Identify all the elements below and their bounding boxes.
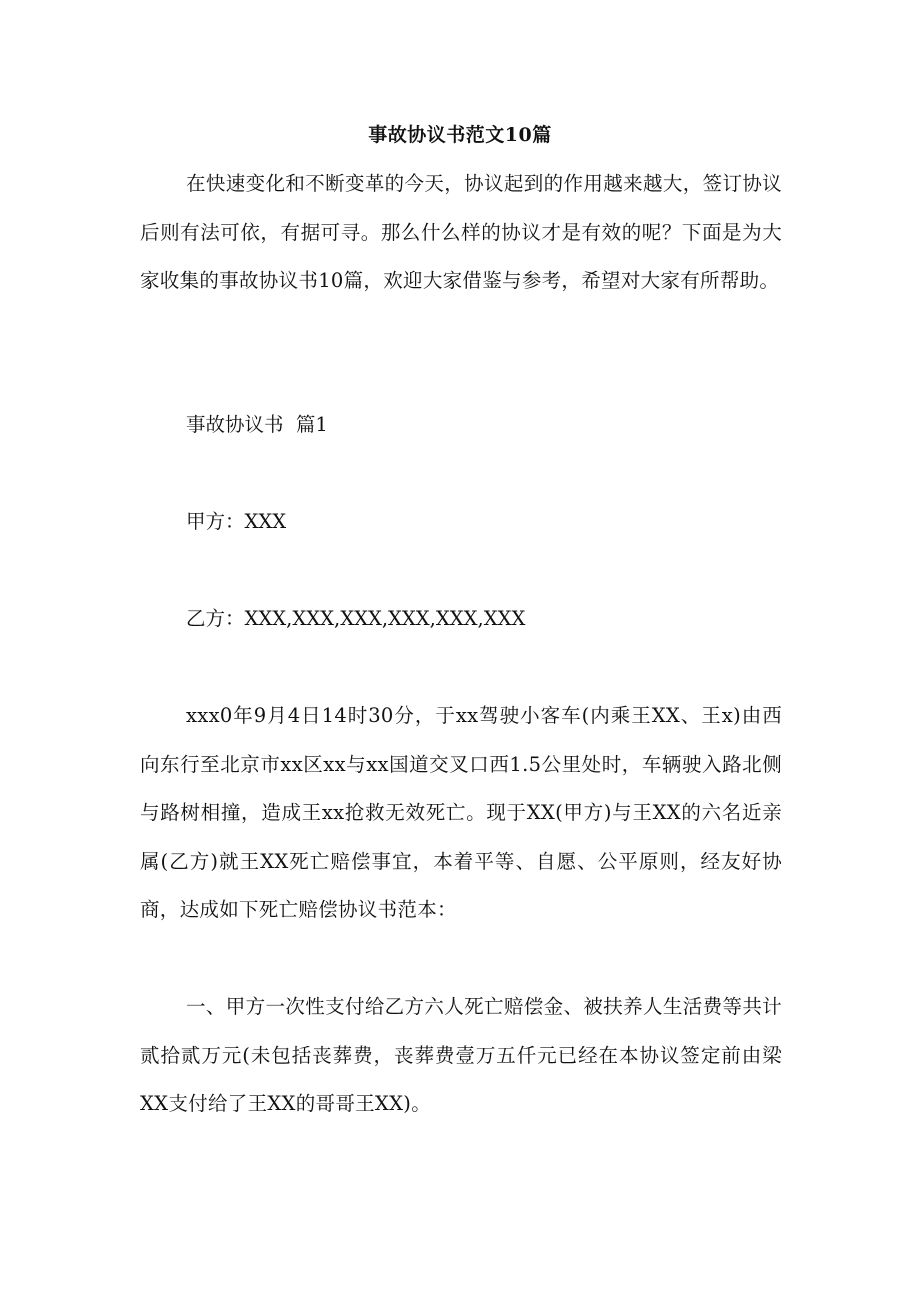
accident-paragraph: xxx0年9月4日14时30分，于xx驾驶小客车(内乘王XX、王x)由西向东行至北京市xx区xx与xx国道交叉口西1.5公里处时，车辆驶入路北侧与路树相撞，造成王xx抢救无效死亡。现于XX(甲方)与王XX的六名近亲属(乙方)就王XX死亡赔偿事宜，本着平等、自愿、公平原则，经友好协商，达成如下死亡赔偿协议书范本：	[140, 704, 782, 921]
intro-paragraph: 在快速变化和不断变革的今天，协议起到的作用越来越大，签订协议后则有法可依，有据可寻。那么什么样的协议才是有效的呢？下面是为大家收集的事故协议书10篇，欢迎大家借鉴与参考，希望对大家有所帮助。	[140, 172, 782, 292]
party-a-line: 甲方：XXX	[186, 510, 287, 533]
clause-1-paragraph: 一、甲方一次性支付给乙方六人死亡赔偿金、被扶养人生活费等共计贰拾贰万元(未包括丧葬费，丧葬费壹万五仟元已经在本协议签定前由梁XX支付给了王XX的哥哥王XX)。	[140, 995, 782, 1115]
party-b-line: 乙方：XXX,XXX,XXX,XXX,XXX,XXX	[186, 607, 526, 630]
document-title: 事故协议书范文10篇	[368, 124, 552, 146]
section-heading: 事故协议书 篇1	[186, 413, 328, 436]
